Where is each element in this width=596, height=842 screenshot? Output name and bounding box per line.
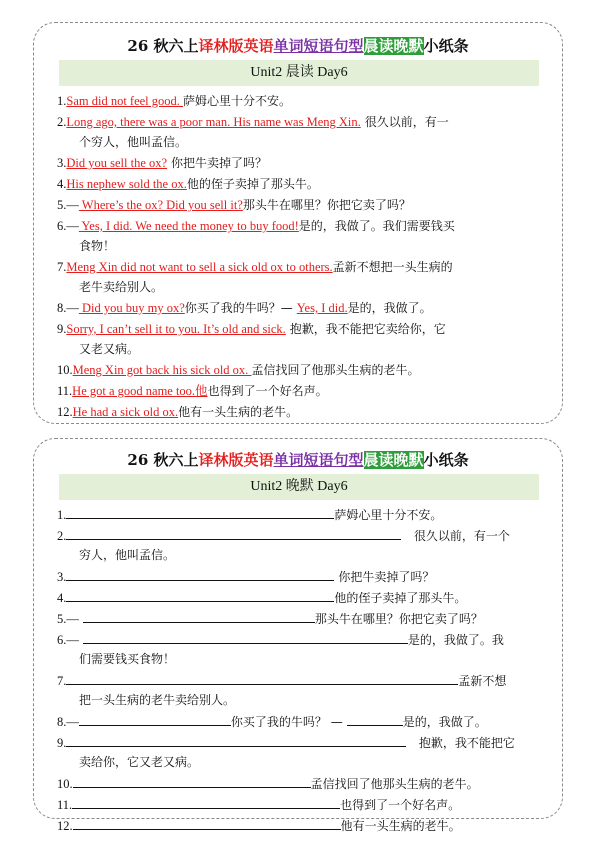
title-part-grade: 26 秋六上	[127, 451, 199, 469]
list-item: 11. 也得到了一个好名声。	[57, 795, 547, 814]
list-item: 1.Sam did not feel good. 萨姆心里十分不安。	[57, 94, 292, 108]
answer-blank[interactable]	[66, 671, 458, 685]
section-header: Unit2 晨读 Day6	[59, 60, 539, 86]
answer-blank[interactable]	[66, 733, 406, 747]
list-item-continuation: 老牛卖给别人。	[79, 280, 164, 294]
list-item: 8.— Did you buy my ox?你买了我的牛吗？— Yes, I did.是的，我做了。	[57, 301, 432, 315]
list-item: 7. 孟新不想	[57, 671, 547, 690]
list-item: 10.Meng Xin got back his sick old ox. 孟信找回了他那头生病的老牛。	[57, 363, 420, 377]
list-item: 3. 你把牛卖掉了吗？	[57, 567, 547, 586]
answer-blank[interactable]	[73, 774, 311, 788]
list-item-continuation: 食物！	[79, 239, 116, 253]
worksheet-title	[34, 450, 562, 470]
list-item: 6.— Yes, I did. We need the money to buy food!是的，我做了。我们需要钱买	[57, 219, 455, 233]
list-item-continuation: 们需要钱买食物！	[79, 652, 176, 666]
list-item: 9. 抱歉，我不能把它	[57, 733, 547, 752]
list-item-continuation: 又老又病。	[79, 342, 140, 356]
list-item: 2. 很久以前，有一个	[57, 526, 547, 545]
title-part-textbook: 译林版英语	[198, 451, 274, 469]
answer-blank[interactable]	[66, 526, 401, 540]
answer-blank[interactable]	[66, 505, 334, 519]
title-part-textbook: 译林版英语	[198, 37, 274, 55]
list-item: 6.— 是的，我做了。我	[57, 630, 547, 649]
answer-blank[interactable]	[66, 567, 334, 581]
answer-blank[interactable]	[72, 795, 340, 809]
morning-reading-card	[33, 22, 563, 424]
title-part-grade: 26 秋六上	[127, 37, 199, 55]
answer-blank[interactable]	[79, 712, 231, 726]
section-header: Unit2 晚默 Day6	[59, 474, 539, 500]
answer-blank[interactable]	[83, 630, 408, 644]
title-part-content: 单词短语句型	[273, 37, 364, 55]
evening-dictation-card	[33, 438, 563, 833]
list-item: 8.— 你买了我的牛吗？ — 是的，我做了。	[57, 712, 547, 731]
list-item: 2.Long ago, there was a poor man. His name was Meng Xin. 很久以前，有一	[57, 115, 449, 129]
list-item: 4.His nephew sold the ox.他的侄子卖掉了那头牛。	[57, 177, 319, 191]
list-item: 7.Meng Xin did not want to sell a sick old ox to others.孟新不想把一头生病的	[57, 260, 453, 274]
worksheet-title	[34, 36, 562, 56]
list-item: 12. 他有一头生病的老牛。	[57, 816, 547, 835]
list-item-continuation: 穷人，他叫孟信。	[79, 548, 176, 562]
list-item: 1. 萨姆心里十分不安。	[57, 505, 547, 524]
list-item: 11.He got a good name too.他也得到了一个好名声。	[57, 384, 328, 398]
answer-blank[interactable]	[66, 588, 334, 602]
answer-blank[interactable]	[83, 609, 315, 623]
title-part-content: 单词短语句型	[273, 451, 364, 469]
list-item: 10. 孟信找回了他那头生病的老牛。	[57, 774, 547, 793]
list-item: 5.— 那头牛在哪里？你把它卖了吗？	[57, 609, 547, 628]
answer-blank[interactable]	[347, 712, 403, 726]
list-item-continuation: 卖给你，它又老又病。	[79, 755, 200, 769]
title-part-note: 小纸条	[423, 37, 469, 55]
list-item: 12.He had a sick old ox.他有一头生病的老牛。	[57, 405, 299, 419]
title-part-note: 小纸条	[423, 451, 469, 469]
title-part-mode: 晨读晚默	[363, 37, 424, 55]
list-item: 4. 他的侄子卖掉了那头牛。	[57, 588, 547, 607]
list-item: 9.Sorry, I can’t sell it to you. It’s old and sick. 抱歉，我不能把它卖给你，它	[57, 322, 446, 336]
list-item: 5.— Where’s the ox? Did you sell it?那头牛在哪里？你把它卖了吗？	[57, 198, 411, 212]
list-item-continuation: 个穷人，他叫孟信。	[79, 135, 188, 149]
answer-blank[interactable]	[73, 816, 341, 830]
list-item-continuation: 把一头生病的老牛卖给别人。	[79, 693, 236, 707]
title-part-mode: 晨读晚默	[363, 451, 424, 469]
list-item: 3.Did you sell the ox? 你把牛卖掉了吗？	[57, 156, 268, 170]
